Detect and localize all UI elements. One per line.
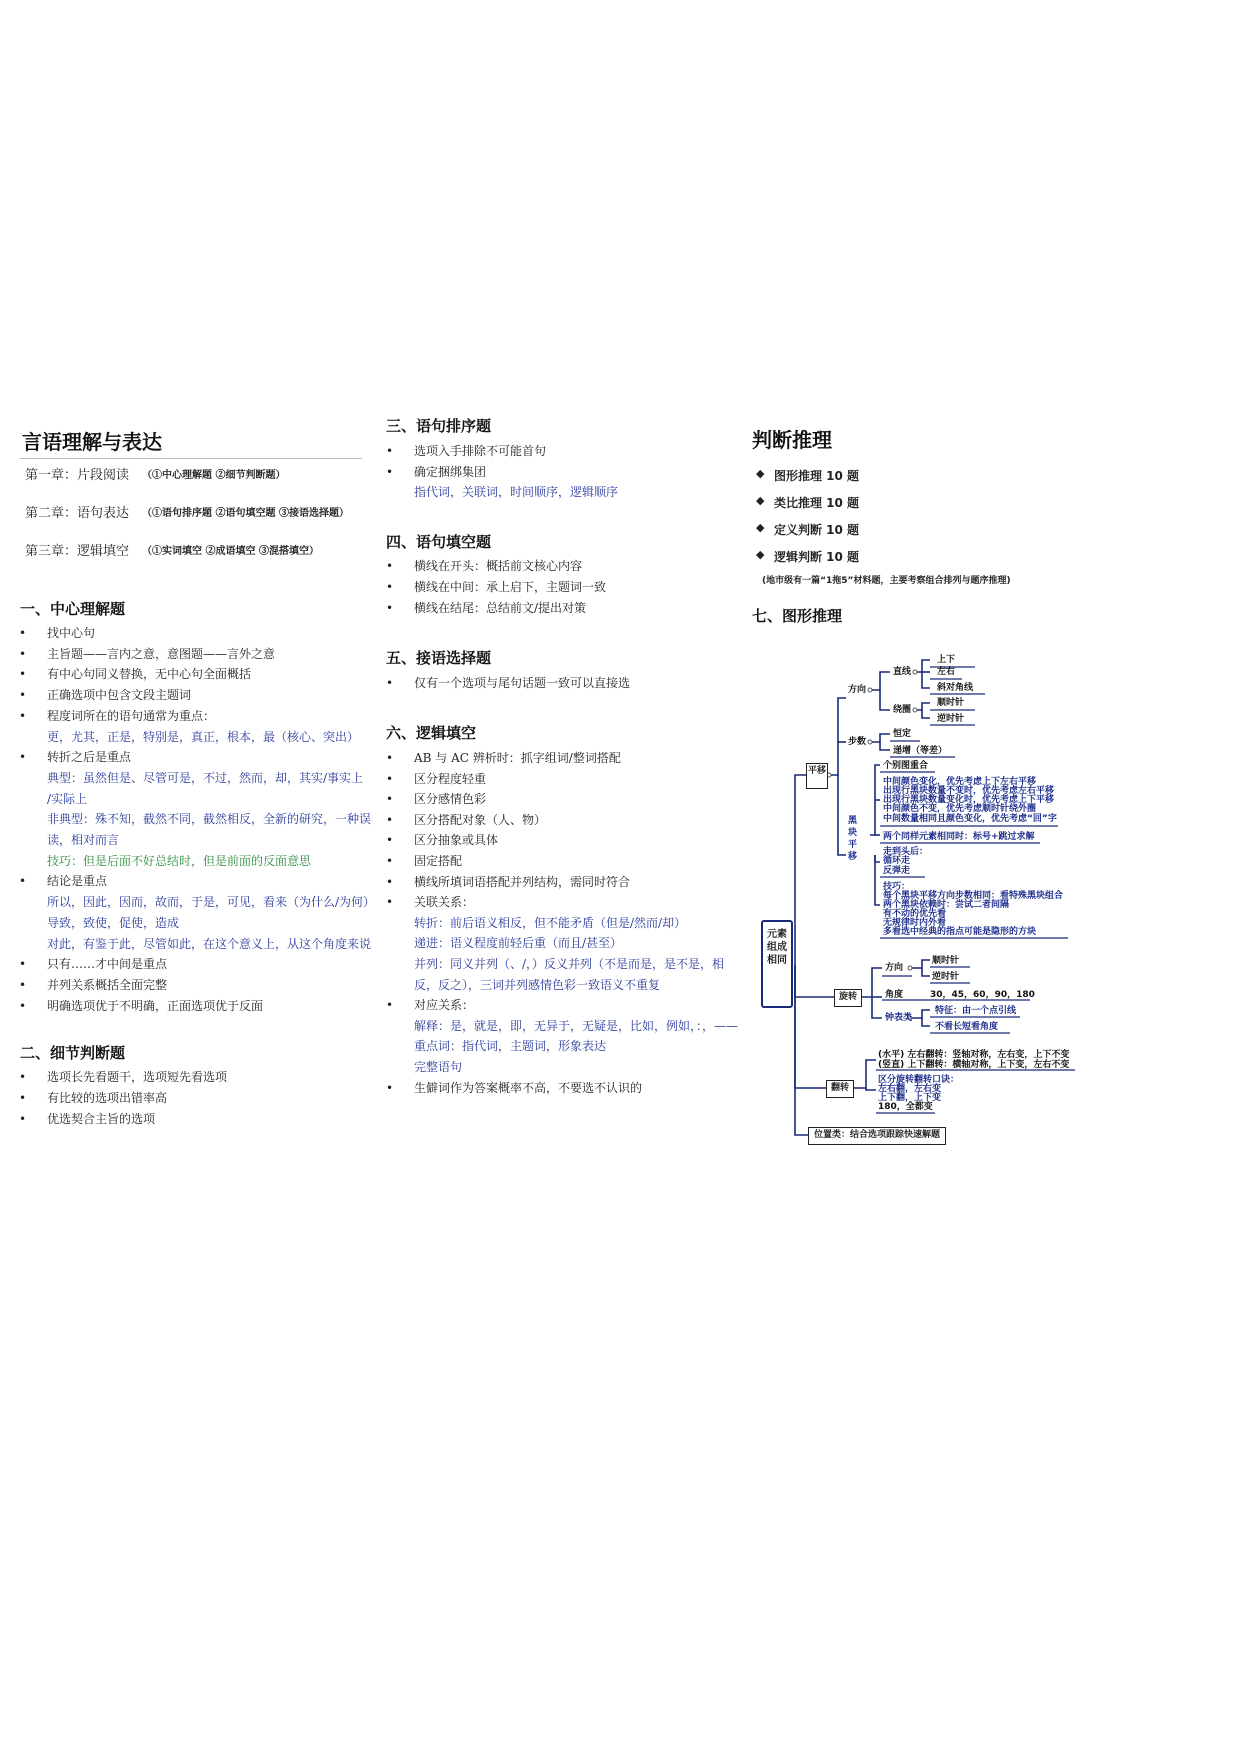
mindmap-label: 方向	[885, 963, 904, 973]
mindmap-label: 中间颜色不变，优先考虑顺时针绕外圈	[883, 804, 1037, 814]
mindmap-label: 技巧：	[883, 882, 911, 892]
section-title: 二、细节判断题	[20, 1044, 126, 1062]
list-item: • 结论是重点	[47, 873, 107, 889]
chapter-label: 第一章：片段阅读	[25, 468, 130, 483]
list-item: • 程度词所在的语句通常为重点：	[47, 708, 215, 724]
mindmap-label: 多看选中经典的指点可能是隐形的方块	[883, 927, 1037, 937]
list-item: • 区分搭配对象（人、物）	[414, 812, 546, 828]
mindmap-label: 不看长短看角度	[935, 1022, 999, 1032]
list-item: • 横线在中间：承上启下，主题词一致	[414, 579, 606, 595]
mindmap-label: 左右	[937, 667, 956, 677]
list-item: 所以，因此，因而，故而，于是，可见，看来（为什么/为何）	[47, 895, 376, 910]
mindmap-label: 绕圈	[893, 705, 912, 715]
mindmap-label: 恒定	[893, 729, 912, 739]
list-item: • 横线所填词语搭配并列结构，需同时符合	[414, 874, 630, 890]
list-item: • 仅有一个选项与尾句话题一致可以直接选	[414, 675, 630, 691]
mindmap-node: 位置类：结合选项跟踪快速解题	[808, 1127, 946, 1145]
list-item: • 明确选项优于不明确，正面选项优于反面	[47, 998, 263, 1014]
list-item: • 有中心句同义替换，无中心句全面概括	[47, 666, 251, 682]
mindmap-label: 角度	[885, 990, 904, 1000]
mindmap-label: 出现行黑块数量不变时，优先考虑左右平移	[883, 786, 1055, 796]
chapter-detail: （①语句排序题 ②语句填空题 ③接语选择题）	[142, 508, 349, 519]
mindmap-label: 个别图重合	[883, 761, 929, 771]
mindmap-label: 无规律时内外看	[883, 918, 947, 928]
list-item: 反，反之），三词并列感情色彩一致语义不重复	[414, 977, 661, 992]
list-item: 技巧：但是后面不好总结时，但是前面的反面意思	[47, 853, 312, 868]
mindmap-label: 走到头后：	[883, 847, 929, 857]
list-item: • 只有……才中间是重点	[47, 956, 167, 972]
list-item: • 区分感情色彩	[414, 791, 486, 807]
list-item: • 优选契合主旨的选项	[47, 1111, 155, 1127]
list-item: • 找中心句	[47, 625, 95, 641]
mindmap-label: 方向	[848, 685, 867, 695]
list-item: /实际上	[47, 791, 88, 806]
mindmap-label: 钟表类	[885, 1013, 913, 1023]
list-item: • 横线在结尾：总结前文/提出对策	[414, 600, 586, 616]
mindmap-label: 顺时针	[932, 956, 960, 966]
section-main-title-reasoning: 判断推理	[752, 428, 832, 452]
mindmap-label: 顺时针	[937, 698, 965, 708]
mindmap-label: 特征：由一个点引线	[935, 1006, 1017, 1016]
list-item: • 正确选项中包含文段主题词	[47, 687, 191, 703]
mindmap-label: 递增（等差）	[893, 746, 948, 756]
mindmap-label: 左右翻，左右变	[878, 1084, 942, 1094]
list-item: 重点词：指代词，主题词，形象表达	[414, 1039, 607, 1054]
list-item: 指代词，关联词，时间顺序，逻辑顺序	[414, 485, 619, 499]
mindmap-label: 180，全都变	[878, 1102, 933, 1112]
section-title: 三、语句排序题	[386, 417, 492, 435]
reasoning-item: ◆ 逻辑判断 10 题	[774, 548, 859, 565]
section-title: 四、语句填空题	[386, 533, 492, 551]
mindmap-label: 有不动的优先看	[883, 909, 947, 919]
section-main-title-verbal: 言语理解与表达	[22, 430, 162, 454]
list-item: • 选项入手排除不可能首句	[414, 443, 546, 459]
list-item: • 并列关系概括全面完整	[47, 977, 167, 993]
list-item: • 横线在开头：概括前文核心内容	[414, 558, 582, 574]
mindmap-label: 黑块平移	[848, 816, 858, 862]
list-item: 解释：是，就是，即，无异于，无疑是，比如，例如，：，——	[414, 1018, 739, 1033]
mindmap-label: 中间颜色变化，优先考虑上下左右平移	[883, 777, 1037, 787]
list-item: 典型：虽然但是、尽管可是，不过，然而，却，其实/事实上	[47, 770, 364, 785]
list-item: 非典型：殊不知，截然不同，截然相反，全新的研究，一种误	[47, 812, 372, 827]
mindmap-label: 每个黑块平移方向步数相同：看特殊黑块组合	[883, 891, 1064, 901]
list-item: • 关联关系：	[414, 894, 474, 910]
mindmap-node: 旋转	[834, 989, 862, 1007]
reasoning-item: ◆ 类比推理 10 题	[774, 494, 859, 511]
mindmap-label: 区分旋转翻转口诀：	[878, 1075, 960, 1085]
reasoning-note: (地市级有一篇“1拖5”材料题，主要考察组合排列与题序推理)	[762, 576, 1011, 586]
list-item: • 区分抽象或具体	[414, 832, 498, 848]
mindmap-label: (水平) 左右翻转：竖轴对称，左右变，上下不变	[878, 1050, 1070, 1060]
list-item: • 主旨题——言内之意，意图题——言外之意	[47, 646, 275, 662]
list-item: • 确定捆绑集团	[414, 464, 486, 480]
reasoning-item: ◆ 图形推理 10 题	[774, 467, 859, 484]
list-item: • 有比较的选项出错率高	[47, 1090, 167, 1106]
mindmap-label: 两个黑块依赖时：尝试二者间隔	[883, 900, 1010, 910]
section-title: 七、图形推理	[752, 607, 843, 625]
reasoning-item: ◆ 定义判断 10 题	[774, 521, 859, 538]
list-item: 完整语句	[414, 1060, 463, 1074]
list-item: • 区分程度轻重	[414, 771, 486, 787]
chapter-label: 第三章：逻辑填空	[25, 544, 130, 559]
list-item: • AB 与 AC 辨析时：抓字组词/整词搭配	[414, 750, 621, 766]
mindmap-label: 直线	[893, 667, 912, 677]
mindmap-label: 斜对角线	[937, 683, 974, 693]
section-title: 五、接语选择题	[386, 649, 492, 667]
list-item: 转折：前后语义相反，但不能矛盾（但是/然而/却）	[414, 915, 687, 930]
list-item: 对此，有鉴于此，尽管如此，在这个意义上，从这个角度来说	[47, 936, 372, 951]
mindmap-label: 上下翻，上下变	[878, 1093, 942, 1103]
chapter-detail: （①中心理解题 ②细节判断题）	[142, 470, 286, 481]
list-item: • 选项长先看题干，选项短先看选项	[47, 1069, 227, 1085]
list-item: 递进：语义程度前轻后重（而且/甚至）	[414, 936, 623, 951]
list-item: • 固定搭配	[414, 853, 462, 869]
mindmap-label: 逆时针	[937, 714, 965, 724]
list-item: • 生僻词作为答案概率不高，不要选不认识的	[414, 1080, 642, 1096]
section-title: 六、逻辑填空	[386, 724, 477, 742]
mindmap-label: 循环走	[883, 856, 911, 866]
list-item: 更，尤其，正是，特别是，真正，根本，最（核心、突出）	[47, 729, 360, 744]
section-title: 一、中心理解题	[20, 600, 126, 618]
list-item: 导致，致使，促使，造成	[47, 915, 180, 930]
mindmap-label: 逆时针	[932, 972, 960, 982]
mindmap-label: 30，45，60，90，180	[930, 990, 1035, 1000]
list-item: 并列：同义并列（、/，）反义并列（不是而是，是不是，相	[414, 957, 725, 971]
list-item: 读，相对而言	[47, 833, 120, 847]
mindmap-label: (竖直) 上下翻转：横轴对称，上下变，左右不变	[878, 1060, 1070, 1070]
mindmap-node: 平移	[806, 763, 828, 789]
mindmap-label: 两个同样元素相同时：标号+跳过求解	[883, 832, 1035, 842]
chapter-detail: （①实词填空 ②成语填空 ③混搭填空）	[142, 546, 319, 557]
mindmap-label: 中间数量相同且颜色变化，优先考虑“回”字	[883, 814, 1057, 824]
mindmap-label: 步数	[848, 737, 867, 747]
list-item: • 对应关系：	[414, 997, 474, 1013]
chapter-label: 第二章：语句表达	[25, 506, 130, 521]
mindmap-label: 上下	[937, 655, 956, 665]
mindmap-root: 元素组成相同	[761, 920, 793, 1008]
list-item: • 转折之后是重点	[47, 749, 131, 765]
mindmap-label: 反弹走	[883, 866, 911, 876]
mindmap-label: 出现行黑块数量变化时，优先考虑上下平移	[883, 795, 1055, 805]
mindmap-node: 翻转	[826, 1080, 854, 1098]
